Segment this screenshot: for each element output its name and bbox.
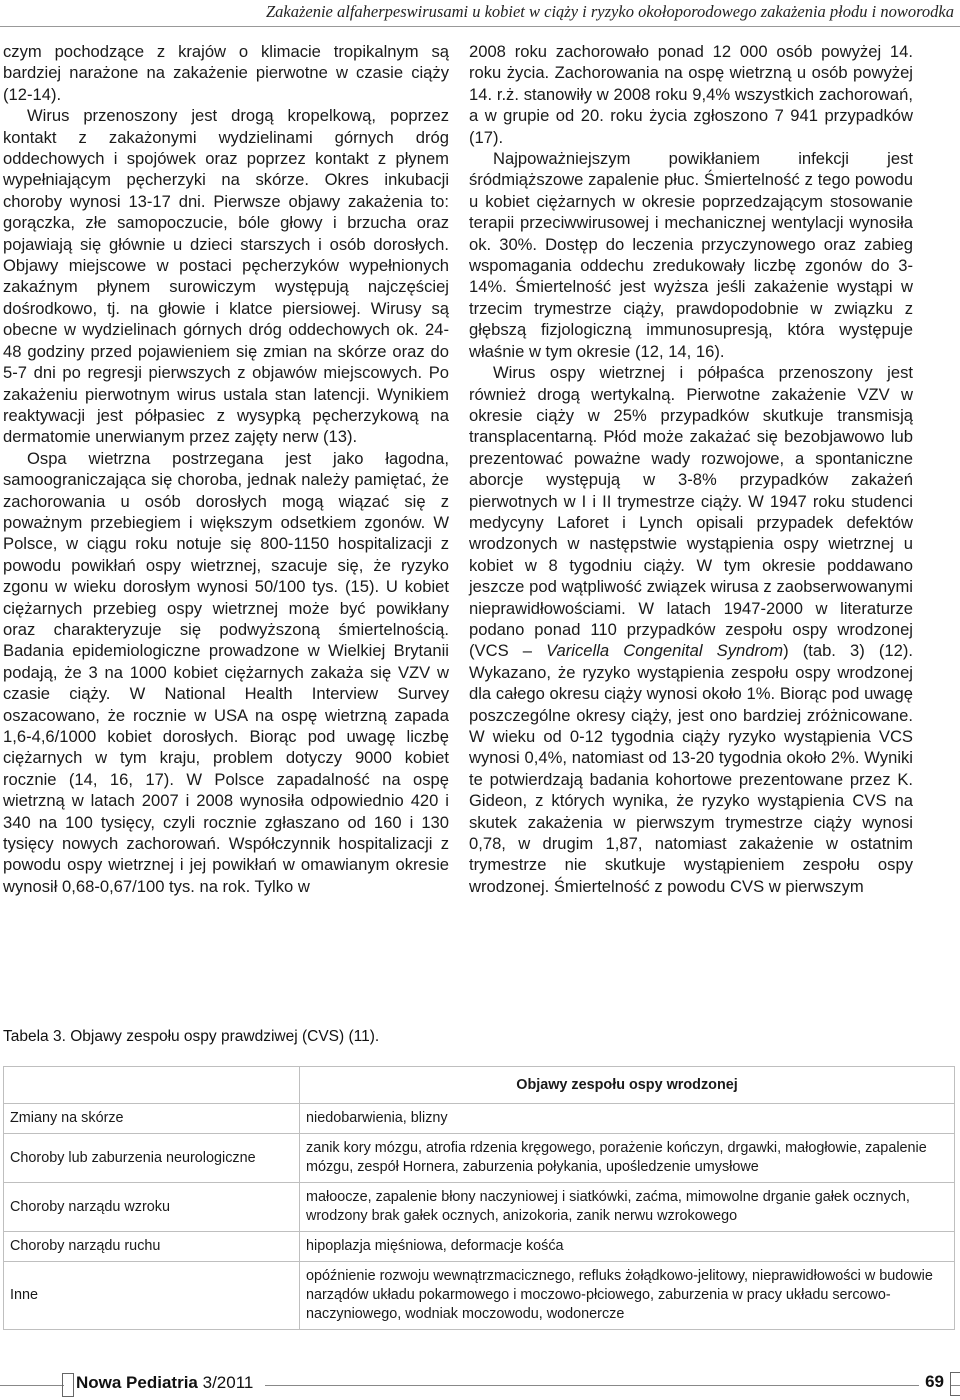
left-column: [3, 41, 449, 897]
running-header: [0, 0, 960, 28]
table-cell-symptoms: opóźnienie rozwoju wewnątrzmacicznego, refluks żołądkowo-jelitowy, nieprawidłowości w budowie narządów układu pokarmowego i moczowo-płciowego, zaburzenia w pracy układu sercowo-naczyniowego, wodniak moczowodu, wodonercze: [300, 1262, 955, 1330]
paragraph: Wirus przenoszony jest drogą kropelkową, poprzez kontakt z zakażonymi wydzielinami górnych dróg oddechowych i spojówek oraz poprzez kontakt z płynem wypełniającym pęcherzyki na skórze. Okres inkubacji choroby wynosi 13-17 dni. Pierwsze objawy zakażenia to: gorączka, złe samopoczucie, bóle głowy i brzucha oraz pojawiają się głównie u dzieci starszych i osób dorosłych. Objawy miejscowe w postaci pęcherzyków wypełnionych zakaźnym płynem surowiczym występują najczęściej dośrodkowo, tj. na głowie i klatce piersiowej. Wirusy są obecne w wydzielinach górnych dróg oddechowych ok. 24-48 godziny przed pojawieniem się zmian na skórze oraz do 5-7 dni po regresji pierwszych z objawów miejscowych. Po zakażeniu pierwotnym wirus ustala stan latencji. Wynikiem reaktywacji jest półpasiec z wysypką pęcherzykową na dermatomie unerwianym przez zajęty nerw (13).: [3, 106, 449, 447]
table-cell-category: Choroby narządu ruchu: [4, 1232, 300, 1262]
paragraph-text: Wirus ospy wietrznej i półpaśca przenoszony jest również drogą wertykalną. Pierwotne zakażenie VZV w okresie ciąży w 25% przypadków skutkuje transmisją transplacentarną. Płód może zakażać się bezobjawowo lub prezentować poważne wady rozwojowe, a spontaniczne aborcje występują w 3-8% przypadków zakażeń pierwotnych w I i II trymestrze ciąży. W 1947 roku studenci medycyny Laforet i Lynch opisali przypadek defektów wrodzonych w następstwie wystąpienia ospy wietrznej u kobiet w 8 tygodniu ciąży. W tym okresie poddawano jeszcze pod wątpliwość związek wirusa z zaobserwowanymi nieprawidłowościami. W latach 1947-2000 w literaturze podano ponad 110 przypadków zespołu ospy wrodzonej (VCS –: [469, 363, 913, 661]
paragraph: 2008 roku zachorowało ponad 12 000 osób powyżej 14. roku życia. Zachorowania na ospę wietrzną u osób powyżej 14. r.ż. stanowiły w 2008 roku 9,4% wszystkich zachorowań, a w grupie od 20. roku życia zgłoszono 7 941 przypadków (17).: [469, 42, 913, 147]
table-row: [4, 1104, 955, 1134]
table-caption: Tabela 3. Objawy zespołu ospy prawdziwej (CVS) (11).: [3, 1028, 380, 1045]
header-rule: [0, 26, 960, 27]
table-row: [4, 1134, 955, 1183]
paragraph: czym pochodzące z krajów o klimacie tropikalnym są bardziej narażone na zakażenie pierwotne w czasie ciąży (12-14).: [3, 42, 449, 104]
table-cell-symptoms: hipoplazja mięśniowa, deformacje kośća: [300, 1232, 955, 1262]
page-number-text: 69: [925, 1372, 944, 1391]
table-cell-category: Inne: [4, 1262, 300, 1330]
table-cell-category: Choroby lub zaburzenia neurologiczne: [4, 1134, 300, 1183]
table-row: [4, 1183, 955, 1232]
table-cell-category: Zmiany na skórze: [4, 1104, 300, 1134]
right-column: [469, 41, 913, 897]
table-cell-symptoms: małoocze, zapalenie błony naczyniowej i siatkówki, zaćma, mimowolne drganie gałek ocznych, wrodzony brak gałek ocznych, anizokoria, zanik nerwu wzrokowego: [300, 1183, 955, 1232]
journal-name: [64, 1373, 265, 1393]
symptoms-table: [3, 1066, 955, 1330]
journal-title: Nowa Pediatria: [76, 1373, 198, 1392]
table-row: [4, 1262, 955, 1330]
italic-term: Varicella Congenital Syndrom: [546, 641, 784, 661]
table-cell-category: Choroby narządu wzroku: [4, 1183, 300, 1232]
footer-box-right: [950, 1372, 960, 1396]
page-footer: [0, 1369, 960, 1400]
running-header-title: Zakażenie alfaherpeswirusami u kobiet w ciąży i ryzyko okołoporodowego zakażenia płodu i noworodka: [265, 2, 954, 21]
table-cell-symptoms: niedobarwienia, blizny: [300, 1104, 955, 1134]
paragraph: [469, 362, 913, 897]
table-row: [4, 1232, 955, 1262]
table-cell-symptoms: zanik kory mózgu, atrofia rdzenia kręgowego, porażenie kończyn, drgawki, małogłowie, zapalenie mózgu, zespół Hornera, zaburzenia połykania, upośledzenie umysłowe: [300, 1134, 955, 1183]
paragraph: Ospa wietrzna postrzegana jest jako łagodna, samoograniczająca się choroba, jednak należy pamiętać, że zachorowania u osób dorosłych mogą wiązać się z poważnym przebiegiem i większym odsetkiem zgonów. W Polsce, w ciągu roku notuje się 800-1150 hospitalizacji z powodu powikłań ospy wietrznej, szacuje się, że ryzyko zgonu w wieku dorosłym wynosi 50/100 tys. (15). U kobiet ciężarnych przebieg ospy wietrznej może być powikłany oraz charakteryzuje się podwyższoną śmiertelnością. Badania epidemiologiczne prowadzone w Wielkiej Brytanii podają, że 3 na 1000 kobiet ciężarnych zakaża się VZV w czasie ciąży. W National Health Interview Survey oszacowano, że rocznie w USA na ospę wietrzną zapada 1,6-4,6/1000 kobiet dorosłych. Biorąc pod uwagę liczbę ciężarnych w tym kraju, problem dotyczy 9000 kobiet rocznie (14, 16, 17). W Polsce zapadalność na ospę wietrzną w latach 2007 i 2008 wynosiła odpowiednio 420 i 340 na 100 tysięcy, czyli rocznie zgłaszano od 160 i 130 tysięcy nowych zachorowań. Współczynnik hospitalizacji z powodu ospy wietrznej i jej powikłań w omawianym okresie wynosił 0,68-0,67/100 tys. na rok. Tylko w: [3, 448, 449, 896]
table-header-cell: Objawy zespołu ospy wrodzonej: [300, 1067, 955, 1104]
paragraph: Najpoważniejszym powikłaniem infekcji jest śródmiąższowe zapalenie płuc. Śmiertelność z tego powodu u kobiet ciężarnych w okresie poprzedzającym stosowanie terapii przeciwwirusowej i mechanicznej wentylacji wynosiła ok. 30%. Dostęp do leczenia przyczynowego oraz zabieg wspomagania oddechu zredukowały liczbę zgonów do 3-14%. Śmiertelność jest wyższa jeśli zakażenie wystąpi w trzecim trymestrze ciąży, prawdopodobnie w związku z głębszą fizjologiczną immunosupresją, która występuje właśnie w tym okresie (12, 14, 16).: [469, 149, 913, 361]
table-header-row: [4, 1067, 955, 1104]
page-number: [919, 1372, 950, 1392]
paragraph-text: ) (tab. 3) (12). Wykazano, że ryzyko wystąpienia zespołu ospy wrodzonej dla całego okresu ciąży wynosi około 1%. Biorąc pod uwagę poszczególne okresy ciąży, jest ono bardziej zróżnicowane. W wieku od 0-12 tygodnia ciąży ryzyko wystąpienia VCS wynosi 0,4%, natomiast od 13-20 tygodnia około 2%. Wyniki te potwierdzają badania kohortowe prezentowane przez K. Gideon, z których wynika, że ryzyko wystąpienia CVS na skutek zakażenia w pierwszym trymestrze ciąży wynosi 0,78, w drugim 1,87, natomiast zakażenie w ostatnim trymestrze nie skutkuje wystąpieniem zespołu ospy wrodzonej. Śmiertelność z powodu CVS w pierwszym: [469, 641, 913, 896]
journal-issue: 3/2011: [202, 1373, 254, 1392]
table-header-empty: [4, 1067, 300, 1104]
footer-box-left: [62, 1373, 74, 1397]
